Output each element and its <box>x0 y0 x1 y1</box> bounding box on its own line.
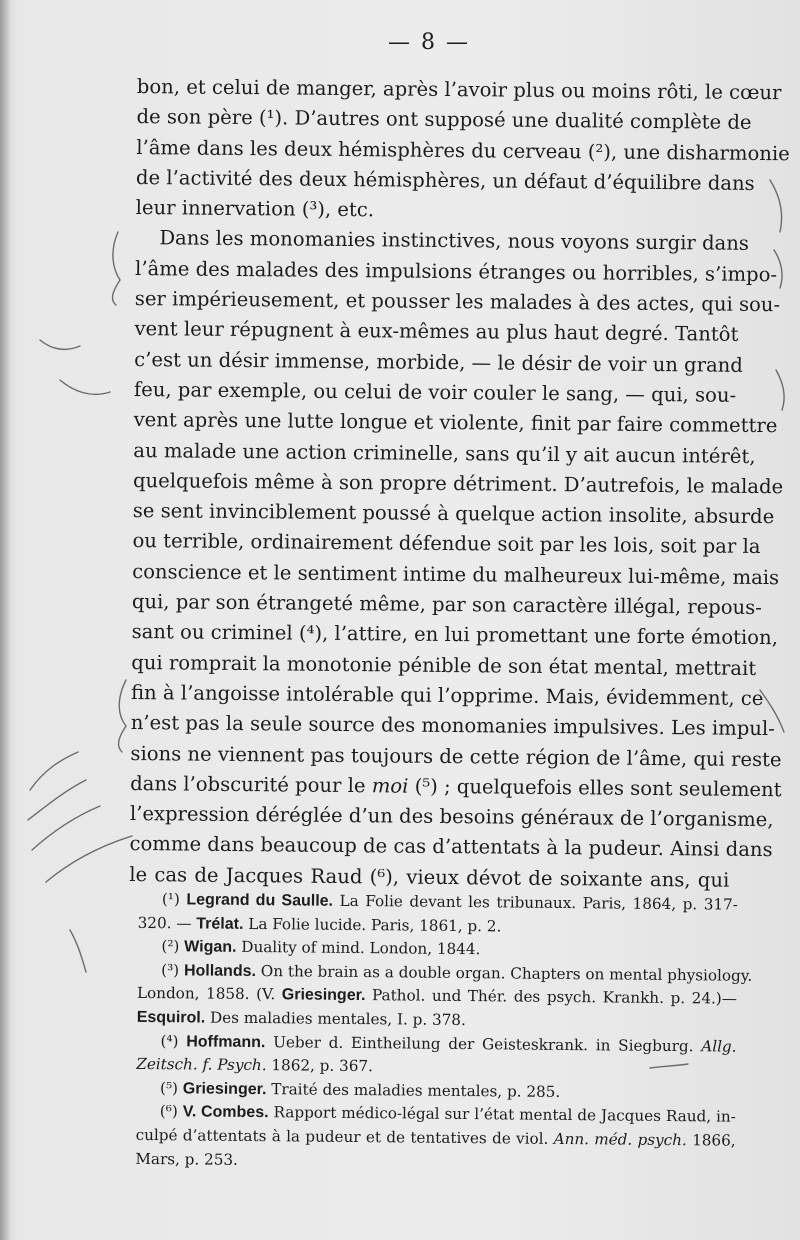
footnote-mark: (⁴) <box>160 1031 179 1050</box>
footnote-text: Pathol. und Thér. des psych. Krankh. p. 24.)— <box>365 986 738 1009</box>
footnote-text: London, 1858. (V. <box>136 984 282 1004</box>
text-line: fin à l’angoisse intolérable qui l’opprime. Mais, évidemment, ce <box>130 680 764 710</box>
footnote-text: 1866, <box>686 1131 736 1150</box>
text-line: bon, et celui de manger, après l’avoir plus ou moins rôti, le cœur <box>136 74 782 105</box>
footnote-text: 1862, p. 367. <box>266 1056 373 1076</box>
journal-title: Allg. <box>701 1036 737 1056</box>
footnote-4 <box>136 1030 737 1083</box>
footnote-author: Griesinger. <box>182 1080 267 1098</box>
italic-word: moi <box>371 774 409 798</box>
margin-bracket-mark <box>113 232 120 305</box>
text-line: leur innervation (³), etc. <box>135 196 375 222</box>
footnote-text: culpé d’attentats à la pudeur et de tentatives de viol. <box>135 1125 554 1148</box>
footnote-text: Des maladies mentales, I. p. 378. <box>205 1008 466 1030</box>
text-line: comme dans beaucoup de cas d’attentats à la pudeur. Ainsi dans <box>129 832 773 862</box>
footnote-text: La Folie lucide. Paris, 1861, p. 2. <box>243 914 502 935</box>
text-line: au malade une action criminelle, sans qu’il y ait aucun intérêt, <box>133 438 756 468</box>
text-line: l’âme dans les deux hémisphères du cerveau (²), une disharmonie <box>136 135 790 165</box>
margin-bracket-mark <box>119 680 126 752</box>
text-line: l’âme des malades des impulsions étranges ou horribles, s’impo- <box>135 256 778 286</box>
text-line: qui, par son étrangeté même, par son caractère illégal, repous- <box>131 590 762 620</box>
footnote-author: Wigan. <box>184 938 237 957</box>
footnotes <box>135 888 753 1177</box>
footnote-text: On the brain as a double organ. Chapters on mental physiology. <box>255 961 753 985</box>
margin-scribble-mark <box>40 340 110 394</box>
footnote-author: Hollands. <box>183 962 257 980</box>
footnote-text: Duality of mind. London, 1844. <box>236 938 481 959</box>
text-fragment: (⁵) ; quelquefois elles sont seulement <box>408 774 782 802</box>
footnote-text: Rapport médico-légal sur l’état mental de Jacques Raud, in- <box>268 1103 736 1126</box>
text-line: sions ne viennent pas toujours de cette région de l’âme, qui reste <box>130 741 782 771</box>
text-line: ser impérieusement, et pousser les malades à des actes, qui sou- <box>134 287 781 317</box>
footnote-text: Mars, p. 253. <box>135 1149 239 1169</box>
text-line: de l’activité des deux hémisphères, un défaut d’équilibre dans <box>135 165 755 195</box>
page-number: — 8 — <box>388 30 470 55</box>
footnote-mark: (⁵) <box>159 1078 179 1098</box>
text-line: de son père (¹). D’autres ont supposé une dualité complète de <box>136 105 752 135</box>
footnote-mark: (¹) <box>161 890 180 909</box>
text-line: se sent invinciblement poussé à quelque action insolite, absurde <box>132 499 775 529</box>
text-line: c’est un désir immense, morbide, — le désir de voir un grand <box>134 347 743 377</box>
page-spine-shadow <box>0 0 10 1240</box>
text-line: vent leur répugnent à eux-mêmes au plus haut degré. Tantôt <box>134 317 739 347</box>
footnote-author: Griesinger. <box>281 986 366 1005</box>
margin-scribble-mark <box>70 930 86 972</box>
text-line: l’expression déréglée d’un des besoins généraux de l’organisme, <box>129 802 774 832</box>
text-line: le cas de Jacques Raud (⁶), vieux dévot de soixante ans, qui <box>129 862 730 892</box>
footnote-author: V. Combes. <box>182 1103 269 1122</box>
text-line: Dans les monomanies instinctives, nous voyons surgir dans <box>159 226 750 256</box>
text-fragment: dans l’obscurité pour le <box>130 771 372 798</box>
footnote-3 <box>136 959 753 1035</box>
footnote-text: Ueber d. Eintheilung der Geisteskrank. in Siegburg. <box>265 1032 702 1055</box>
text-line: conscience et le sentiment intime du malheureux lui-même, mais <box>132 559 780 589</box>
footnote-author: Hoffmann. <box>186 1032 266 1051</box>
text-line: n’est pas la seule source des monomanies impulsives. Les impul- <box>130 711 775 741</box>
footnote-6 <box>135 1100 736 1176</box>
footnote-1 <box>137 888 738 941</box>
main-text <box>129 72 790 896</box>
footnote-mark: (³) <box>161 960 180 980</box>
text-line: feu, par exemple, ou celui de voir couler le sang, — qui, sou- <box>133 377 737 407</box>
text-line: ou terrible, ordinairement défendue soit par les lois, soit par la <box>132 529 761 559</box>
text-line: qui romprait la monotonie pénible de son état mental, mettrait <box>131 650 757 680</box>
footnote-author: Esquirol. <box>136 1008 206 1027</box>
footnote-author: Legrand du Saulle. <box>186 891 334 910</box>
footnote-mark: (²) <box>161 937 180 956</box>
text-line: sant ou criminel (⁴), l’attire, en lui promettant une forte émotion, <box>131 620 778 650</box>
journal-title: Zeitsch. f. Psych. <box>136 1055 267 1075</box>
journal-title: Ann. méd. psych. <box>553 1129 687 1150</box>
footnote-text: 320. — <box>137 913 197 933</box>
footnote-text: La Folie devant les tribunaux. Paris, 1864, p. 317- <box>332 891 738 914</box>
footnote-text: Traité des maladies mentales, p. 285. <box>266 1079 561 1101</box>
footnote-mark: (⁶) <box>159 1102 178 1121</box>
footnote-author: Trélat. <box>196 915 244 933</box>
text-line: vent après une lutte longue et violente, finit par faire commettre <box>133 408 778 438</box>
margin-scribble-mark <box>28 752 132 882</box>
text-line: quelquefois même à son propre détriment. D’autrefois, le malade <box>132 468 784 499</box>
